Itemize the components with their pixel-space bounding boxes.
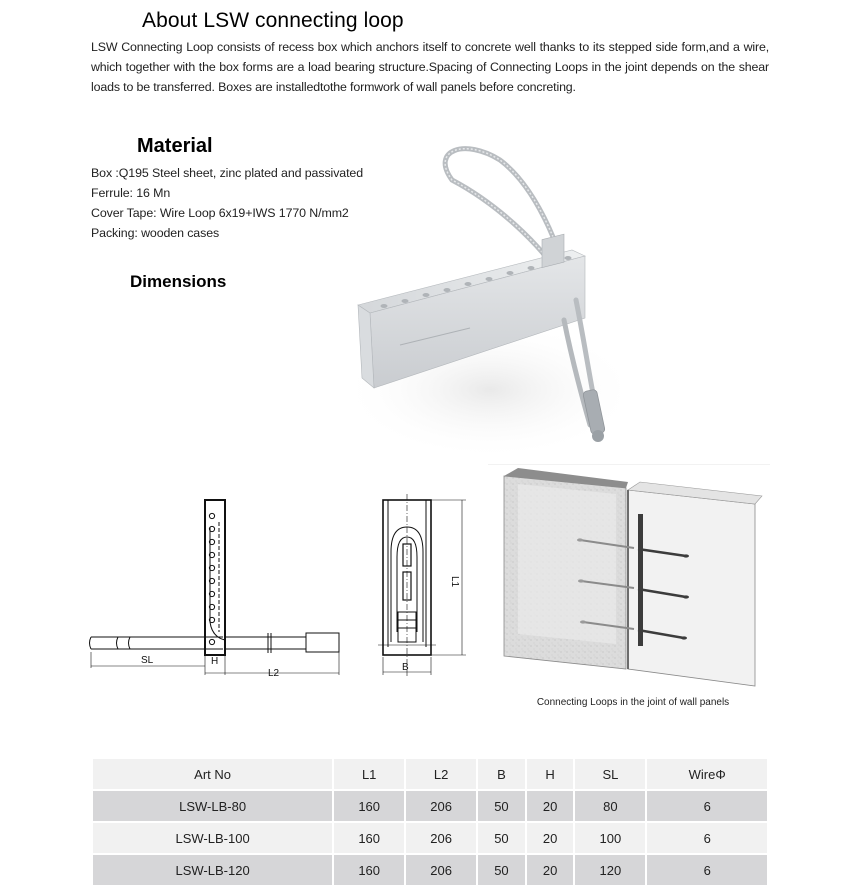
cell-l1: 160	[334, 823, 404, 853]
spec-table	[91, 757, 769, 887]
col-l2: L2	[406, 759, 476, 789]
right-panel	[628, 490, 755, 686]
left-panel-inner	[518, 484, 616, 644]
cell-b: 50	[478, 791, 525, 821]
dimension-drawings	[88, 492, 478, 677]
cell-art-no: LSW-LB-80	[93, 791, 332, 821]
cell-sl: 100	[575, 823, 645, 853]
label-sl: SL	[141, 655, 154, 666]
wall-panel-joint-figure	[488, 464, 770, 694]
material-item-packing: Packing: wooden cases	[91, 226, 220, 240]
label-l2: L2	[268, 668, 280, 677]
material-item-ferrule: Ferrule: 16 Mn	[91, 186, 171, 200]
cell-wire: 6	[647, 823, 767, 853]
cell-h: 20	[527, 823, 574, 853]
cell-wire: 6	[647, 855, 767, 885]
about-heading: About LSW connecting loop	[142, 9, 404, 32]
cell-wire: 6	[647, 791, 767, 821]
col-wire: WireΦ	[647, 759, 767, 789]
cell-l1: 160	[334, 791, 404, 821]
col-art-no: Art No	[93, 759, 332, 789]
product-photo	[340, 140, 620, 460]
cell-l1: 160	[334, 855, 404, 885]
box-tab	[542, 234, 564, 267]
cell-b: 50	[478, 823, 525, 853]
cell-sl: 120	[575, 855, 645, 885]
label-b: B	[402, 662, 409, 673]
table-row	[93, 823, 767, 853]
figure-caption: Connecting Loops in the joint of wall panels	[536, 697, 730, 708]
col-h: H	[527, 759, 574, 789]
col-b: B	[478, 759, 525, 789]
side-view-drawing	[90, 500, 340, 675]
label-h: H	[211, 656, 219, 667]
material-item-box: Box :Q195 Steel sheet, zinc plated and passivated	[91, 166, 364, 180]
label-l1: L1	[449, 576, 460, 588]
dimensions-heading: Dimensions	[130, 272, 227, 291]
cell-art-no: LSW-LB-120	[93, 855, 332, 885]
cell-h: 20	[527, 855, 574, 885]
col-sl: SL	[575, 759, 645, 789]
cell-l2: 206	[406, 791, 476, 821]
table-row	[93, 791, 767, 821]
table-row	[93, 855, 767, 885]
material-list	[91, 163, 363, 243]
col-l1: L1	[334, 759, 404, 789]
material-heading: Material	[137, 135, 213, 157]
cell-l2: 206	[406, 855, 476, 885]
cell-b: 50	[478, 855, 525, 885]
material-item-cover-tape: Cover Tape: Wire Loop 6x19+IWS 1770 N/mm2	[91, 206, 349, 220]
cell-h: 20	[527, 791, 574, 821]
cell-l2: 206	[406, 823, 476, 853]
cell-sl: 80	[575, 791, 645, 821]
cell-art-no: LSW-LB-100	[93, 823, 332, 853]
about-paragraph: LSW Connecting Loop consists of recess box which anchors itself to concrete well thanks to its stepped side form,and a wire, which together with the box forms are a load bearing structure.Spacing of Connecting Loops in the joint depends on the shear loads to be transferred. Boxes are installedtothe formwork of wall panels before concreting.	[91, 40, 769, 94]
table-header-row	[93, 759, 767, 789]
ferrule-end	[592, 430, 604, 442]
